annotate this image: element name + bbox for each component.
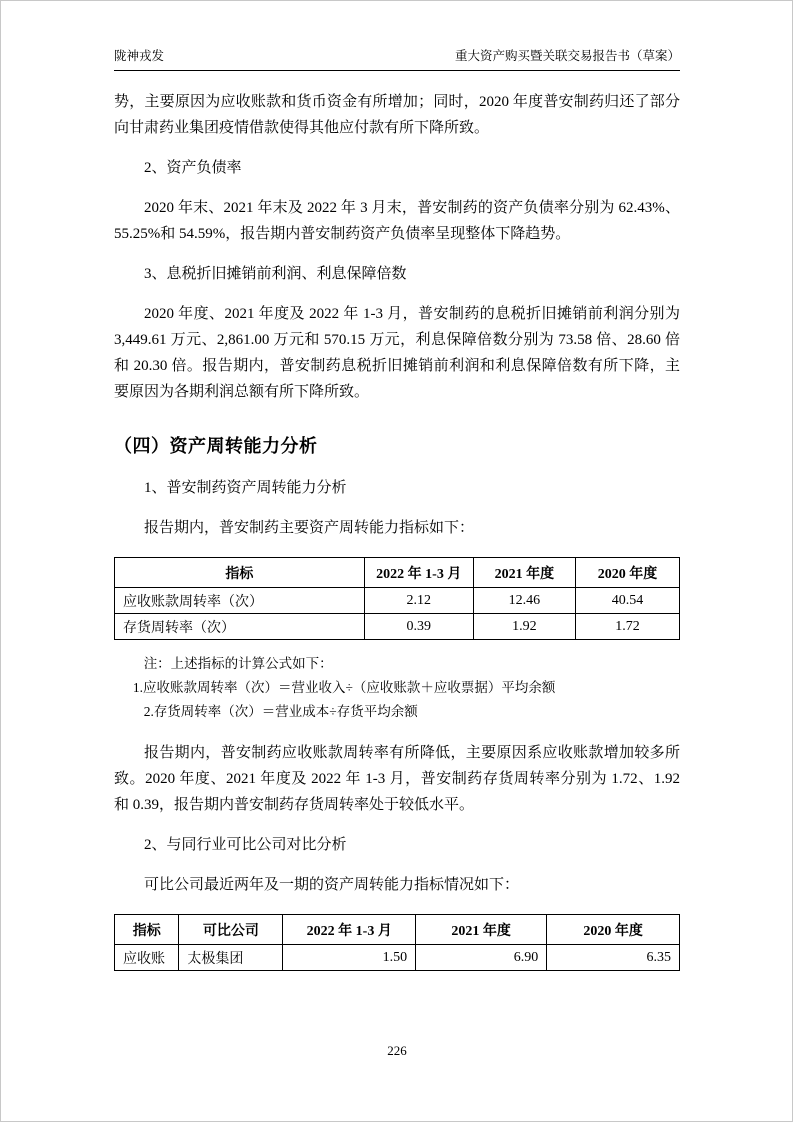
table-cell-value: 1.50	[283, 945, 416, 971]
table-header-row	[115, 558, 680, 588]
page-bottom-space	[114, 971, 680, 1043]
table-header-cell: 可比公司	[179, 915, 283, 945]
subheading-peer-comparison: 2、与同行业可比公司对比分析	[144, 837, 347, 853]
paragraph-table-intro-1: 报告期内，普安制药主要资产周转能力指标如下：	[144, 520, 475, 536]
peer-comparison-table	[114, 914, 680, 971]
document-body	[114, 71, 680, 971]
table-row	[115, 588, 680, 614]
subheading-ebitda: 3、息税折旧摊销前利润、利息保障倍数	[144, 266, 407, 282]
table-header-cell: 指标	[115, 915, 179, 945]
table-cell-indicator: 应收账	[115, 945, 179, 971]
header-left-title: 陇神戎发	[114, 49, 165, 63]
table-cell-value: 2.12	[364, 588, 473, 614]
table-cell-indicator: 存货周转率（次）	[115, 614, 365, 640]
table-row	[115, 614, 680, 640]
paragraph-table-intro-2: 可比公司最近两年及一期的资产周转能力指标情况如下：	[144, 877, 520, 893]
table-cell-value: 6.90	[416, 945, 547, 971]
table-note: 注：上述指标的计算公式如下：	[143, 656, 333, 671]
page-footer	[114, 1043, 680, 1059]
table-header-cell: 2021 年度	[473, 558, 575, 588]
table-note-formula-2: 2.存货周转率（次）＝营业成本÷存货平均余额	[143, 704, 418, 719]
table-header-cell: 2021 年度	[416, 915, 547, 945]
table-row	[115, 945, 680, 971]
table-header-cell: 2022 年 1-3 月	[283, 915, 416, 945]
subheading-debt-ratio: 2、资产负债率	[144, 160, 242, 176]
page-header	[114, 47, 680, 65]
paragraph-continuation: 势，主要原因为应收账款和货币资金有所增加；同时，2020 年度普安制药归还了部分向甘肃药业集团疫情借款使得其他应付款有所下降所致。	[114, 94, 680, 136]
table-cell-value: 40.54	[576, 588, 680, 614]
paragraph-debt-ratio: 2020 年末、2021 年末及 2022 年 3 月末，普安制药的资产负债率分别为 62.43%、55.25%和 54.59%，报告期内普安制药资产负债率呈现整体下降趋势。	[114, 200, 680, 242]
table-cell-indicator: 应收账款周转率（次）	[115, 588, 365, 614]
paragraph-turnover-analysis: 报告期内，普安制药应收账款周转率有所降低，主要原因系应收账款增加较多所致。2020 年度、2021 年度及 2022 年 1-3 月，普安制药存货周转率分别为 1.72、1.92 和 0.39，报告期内普安制药存货周转率处于较低水平。	[114, 745, 680, 813]
section-heading-turnover: （四）资产周转能力分析	[114, 436, 318, 456]
table-cell-value: 6.35	[547, 945, 680, 971]
page-number: 226	[387, 1043, 407, 1058]
table-header-row	[115, 915, 680, 945]
table-cell-value: 1.72	[576, 614, 680, 640]
subheading-puan-turnover: 1、普安制药资产周转能力分析	[144, 480, 347, 496]
table-cell-value: 12.46	[473, 588, 575, 614]
table-header-cell: 2020 年度	[576, 558, 680, 588]
table-cell-company: 太极集团	[179, 945, 283, 971]
table-note-formula-1: 1.应收账款周转率（次）＝营业收入÷（应收账款＋应收票据）平均余额	[132, 680, 556, 695]
table-cell-value: 0.39	[364, 614, 473, 640]
paragraph-ebitda: 2020 年度、2021 年度及 2022 年 1-3 月，普安制药的息税折旧摊销前利润分别为 3,449.61 万元、2,861.00 万元和 570.15 万元，利息保障倍数分别为 73.58 倍、28.60 倍和 20.30 倍。报告期内，普安制药息税折旧摊销前利润和利息保障倍数有所下降，主要原因为各期利润总额有所下降所致。	[114, 306, 680, 400]
table-cell-value: 1.92	[473, 614, 575, 640]
table-header-cell: 指标	[115, 558, 365, 588]
header-right-title: 重大资产购买暨关联交易报告书（草案）	[454, 49, 680, 63]
turnover-indicator-table	[114, 557, 680, 640]
table-header-cell: 2020 年度	[547, 915, 680, 945]
table-header-cell: 2022 年 1-3 月	[364, 558, 473, 588]
